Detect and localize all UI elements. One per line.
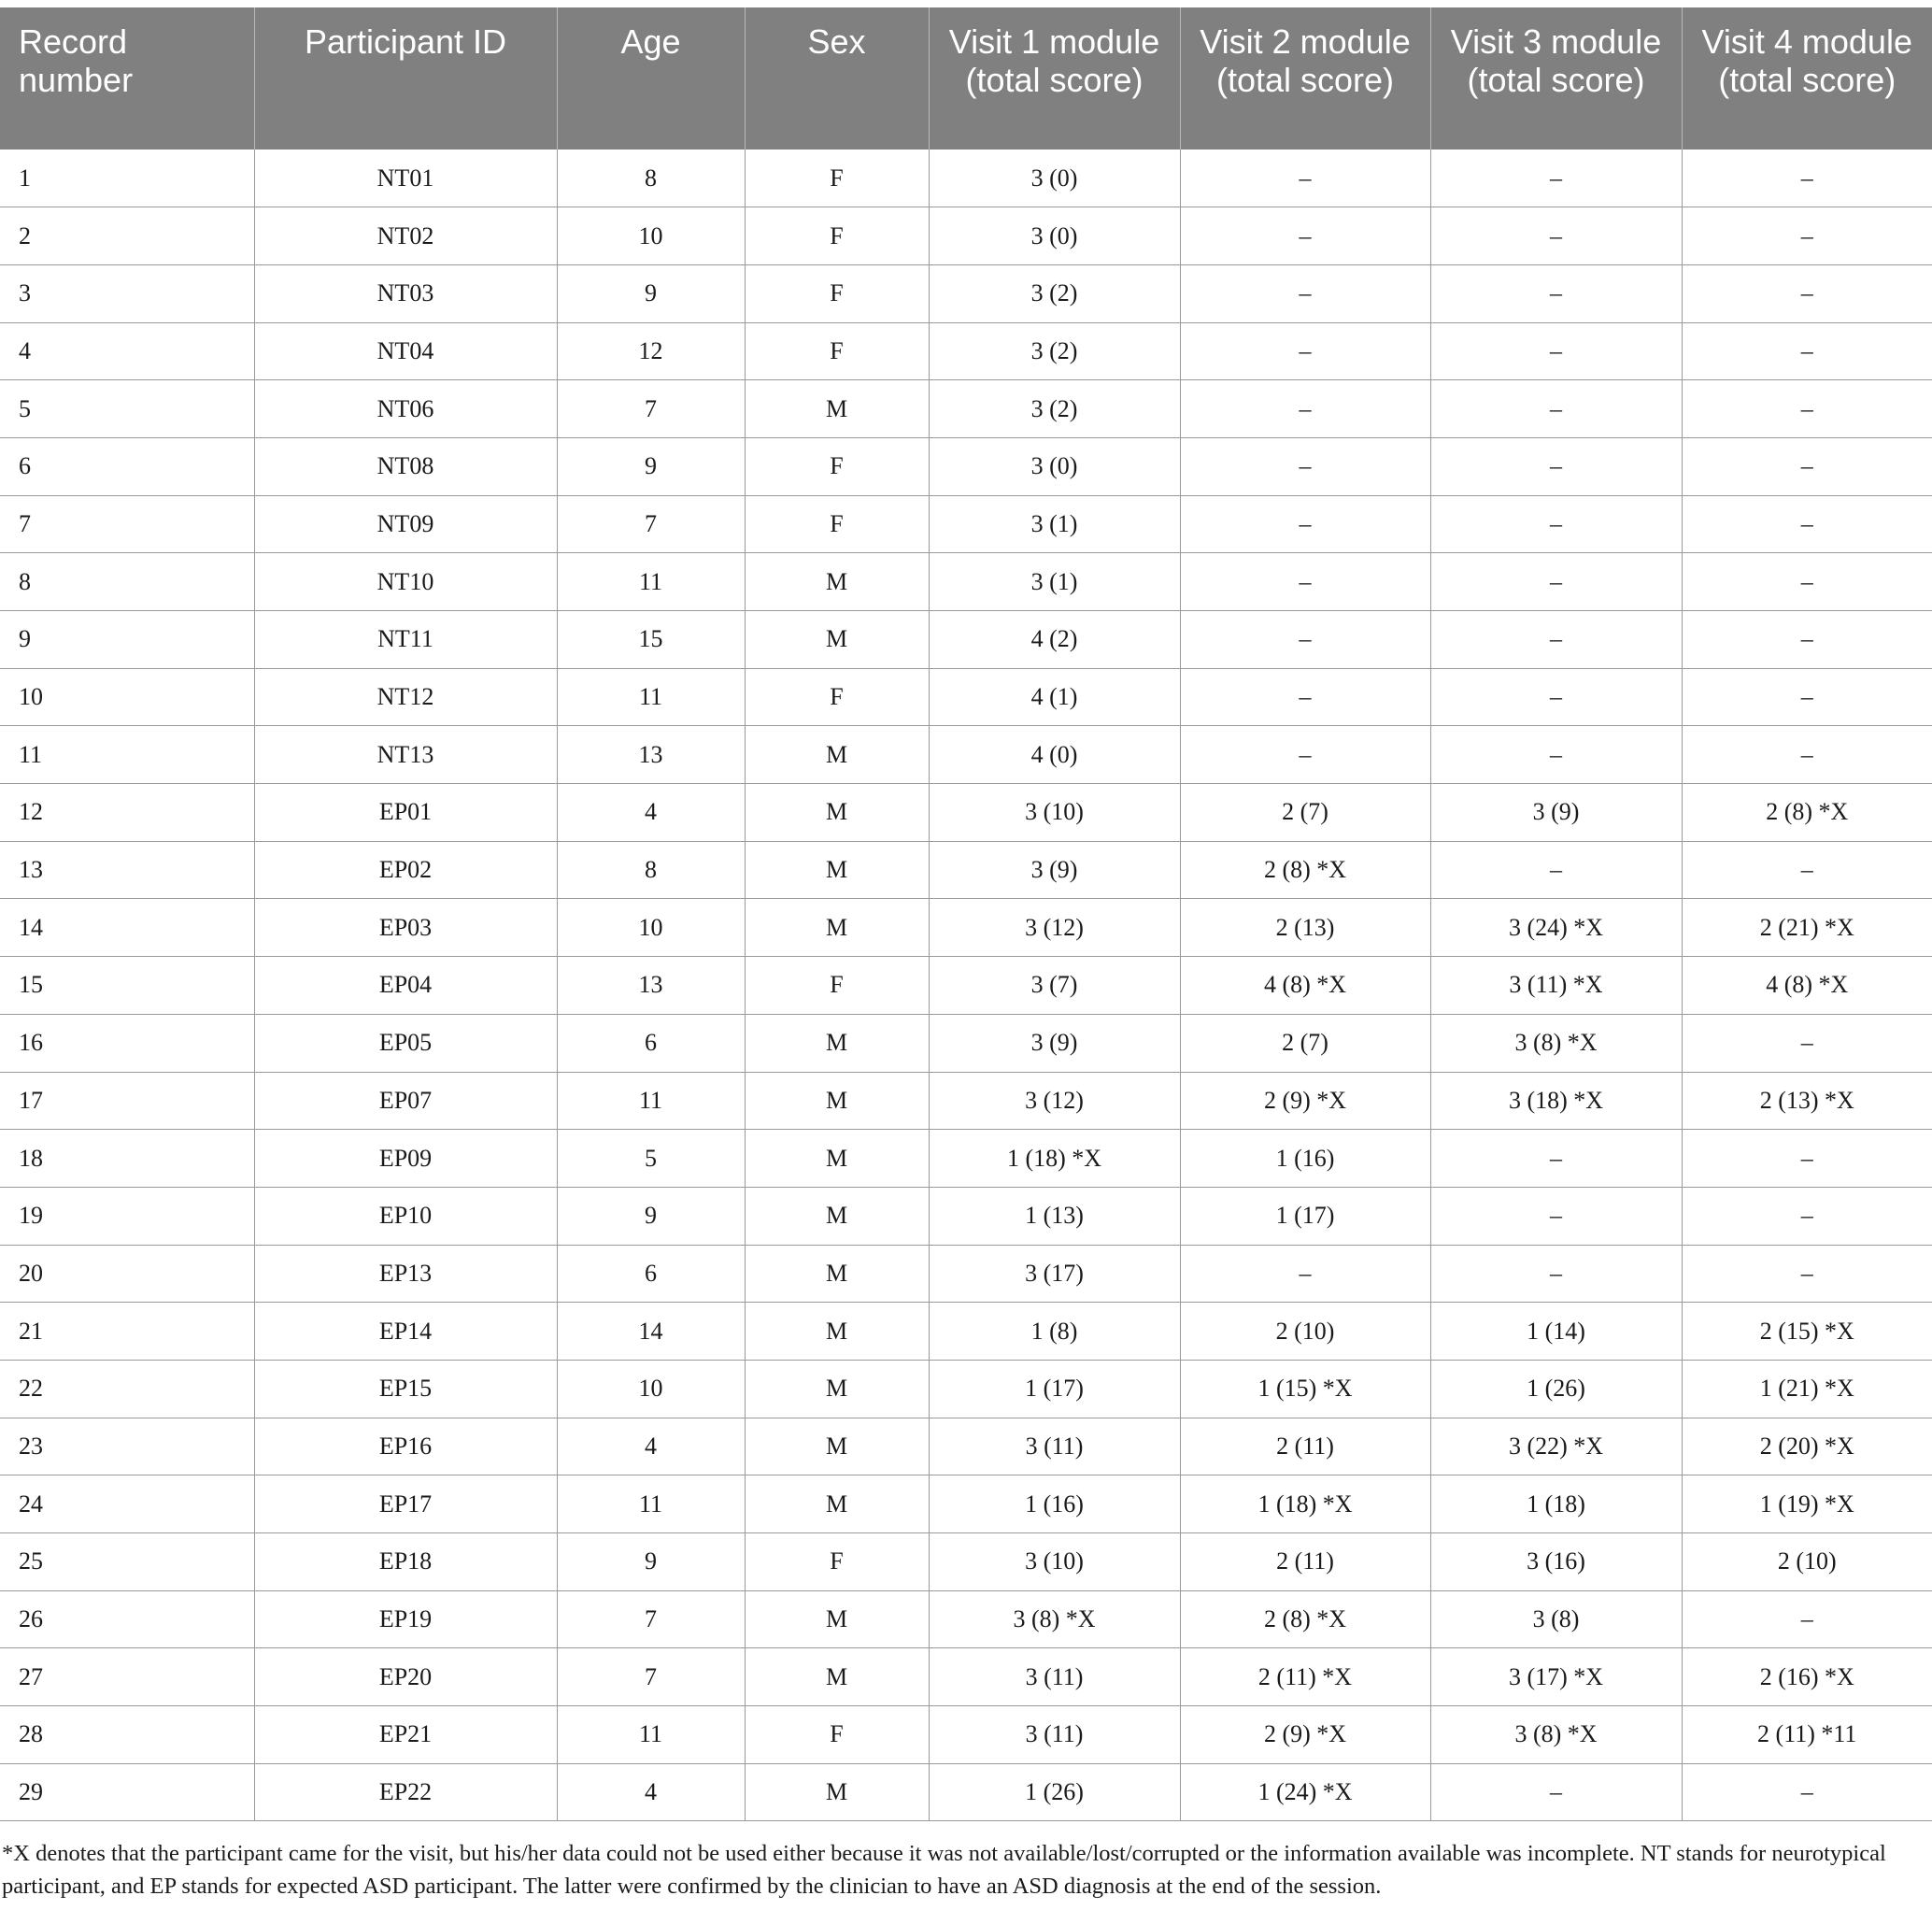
visit-4-cell: – [1682, 322, 1932, 380]
visit-3-cell: – [1430, 150, 1682, 207]
participant-id-cell: EP16 [254, 1418, 557, 1475]
age-cell: 6 [557, 1014, 745, 1072]
record-number-cell: 12 [0, 784, 254, 842]
record-number-cell: 2 [0, 207, 254, 265]
table-row [0, 1475, 1932, 1533]
participant-id-cell: EP09 [254, 1130, 557, 1188]
sex-cell: F [745, 1706, 929, 1764]
sex-cell: M [745, 726, 929, 784]
visit-1-cell: 3 (7) [929, 957, 1180, 1015]
sex-cell: M [745, 784, 929, 842]
participant-id-cell: EP21 [254, 1706, 557, 1764]
visit-4-cell: – [1682, 1590, 1932, 1648]
age-cell: 4 [557, 784, 745, 842]
table-row [0, 1590, 1932, 1648]
table-row [0, 668, 1932, 726]
participant-id-cell: NT12 [254, 668, 557, 726]
age-cell: 11 [557, 1706, 745, 1764]
table-row [0, 611, 1932, 669]
visit-4-cell: – [1682, 668, 1932, 726]
visit-3-cell: – [1430, 495, 1682, 553]
visit-2-cell: 2 (13) [1180, 899, 1430, 957]
sex-cell: M [745, 611, 929, 669]
visit-2-cell: – [1180, 611, 1430, 669]
table-row [0, 1130, 1932, 1188]
age-cell: 13 [557, 957, 745, 1015]
sex-cell: M [745, 1360, 929, 1418]
visit-4-cell: 2 (10) [1682, 1533, 1932, 1591]
visit-2-cell: 1 (17) [1180, 1187, 1430, 1245]
table-row [0, 1648, 1932, 1706]
record-number-cell: 24 [0, 1475, 254, 1533]
table-row [0, 1303, 1932, 1361]
participant-id-cell: NT06 [254, 380, 557, 438]
sex-cell: M [745, 1130, 929, 1188]
record-number-cell: 23 [0, 1418, 254, 1475]
sex-cell: F [745, 264, 929, 322]
age-cell: 11 [557, 1072, 745, 1130]
participant-id-cell: EP19 [254, 1590, 557, 1648]
visit-2-cell: – [1180, 726, 1430, 784]
visit-3-cell: 1 (26) [1430, 1360, 1682, 1418]
age-cell: 4 [557, 1763, 745, 1821]
table-row [0, 380, 1932, 438]
sex-cell: F [745, 957, 929, 1015]
visit-3-cell: 3 (16) [1430, 1533, 1682, 1591]
sex-cell: F [745, 437, 929, 495]
record-number-cell: 6 [0, 437, 254, 495]
table-row [0, 322, 1932, 380]
table-row [0, 1072, 1932, 1130]
participant-id-cell: EP04 [254, 957, 557, 1015]
record-number-cell: 29 [0, 1763, 254, 1821]
visit-3-cell: 3 (8) [1430, 1590, 1682, 1648]
participant-id-cell: EP01 [254, 784, 557, 842]
table-row [0, 150, 1932, 207]
record-number-cell: 5 [0, 380, 254, 438]
record-number-cell: 17 [0, 1072, 254, 1130]
participant-id-cell: NT09 [254, 495, 557, 553]
visit-2-cell: 2 (11) [1180, 1533, 1430, 1591]
visit-3-cell: 3 (17) *X [1430, 1648, 1682, 1706]
participant-id-cell: NT04 [254, 322, 557, 380]
visit-1-cell: 3 (10) [929, 1533, 1180, 1591]
visit-4-cell: 2 (20) *X [1682, 1418, 1932, 1475]
visit-1-cell: 1 (18) *X [929, 1130, 1180, 1188]
visit-4-cell: – [1682, 841, 1932, 899]
visit-4-cell: – [1682, 553, 1932, 611]
visit-1-cell: 3 (10) [929, 784, 1180, 842]
visit-2-cell: 2 (11) [1180, 1418, 1430, 1475]
sex-cell: M [745, 1303, 929, 1361]
sex-cell: M [745, 899, 929, 957]
participant-id-cell: NT01 [254, 150, 557, 207]
table-row [0, 1360, 1932, 1418]
visit-4-cell: 1 (21) *X [1682, 1360, 1932, 1418]
visit-1-cell: 3 (1) [929, 553, 1180, 611]
visit-1-cell: 3 (1) [929, 495, 1180, 553]
record-number-cell: 10 [0, 668, 254, 726]
age-cell: 9 [557, 437, 745, 495]
header-row [0, 7, 1932, 150]
age-cell: 11 [557, 553, 745, 611]
visit-2-cell: – [1180, 1245, 1430, 1303]
visit-3-cell: – [1430, 611, 1682, 669]
sex-cell: F [745, 207, 929, 265]
visit-1-cell: 3 (12) [929, 899, 1180, 957]
sex-cell: M [745, 841, 929, 899]
table-row [0, 207, 1932, 265]
visit-3-cell: – [1430, 380, 1682, 438]
table-row [0, 1763, 1932, 1821]
participant-id-cell: EP17 [254, 1475, 557, 1533]
sex-cell: M [745, 380, 929, 438]
participant-table [0, 7, 1932, 1821]
record-number-cell: 8 [0, 553, 254, 611]
sex-cell: M [745, 1648, 929, 1706]
sex-cell: M [745, 1014, 929, 1072]
visit-2-cell: – [1180, 553, 1430, 611]
participant-id-cell: EP02 [254, 841, 557, 899]
header-sex: Sex [745, 7, 929, 150]
header-visit-1: Visit 1 module (total score) [929, 7, 1180, 150]
visit-1-cell: 3 (2) [929, 322, 1180, 380]
visit-4-cell: – [1682, 611, 1932, 669]
visit-1-cell: 3 (9) [929, 1014, 1180, 1072]
age-cell: 9 [557, 1187, 745, 1245]
visit-2-cell: – [1180, 437, 1430, 495]
visit-2-cell: – [1180, 668, 1430, 726]
age-cell: 13 [557, 726, 745, 784]
age-cell: 11 [557, 1475, 745, 1533]
visit-4-cell: – [1682, 1187, 1932, 1245]
participant-id-cell: EP10 [254, 1187, 557, 1245]
participant-id-cell: NT13 [254, 726, 557, 784]
visit-2-cell: 1 (16) [1180, 1130, 1430, 1188]
visit-1-cell: 3 (11) [929, 1648, 1180, 1706]
table-row [0, 1187, 1932, 1245]
age-cell: 10 [557, 207, 745, 265]
visit-4-cell: 4 (8) *X [1682, 957, 1932, 1015]
table-row [0, 495, 1932, 553]
record-number-cell: 1 [0, 150, 254, 207]
record-number-cell: 21 [0, 1303, 254, 1361]
participant-id-cell: EP05 [254, 1014, 557, 1072]
visit-2-cell: 2 (10) [1180, 1303, 1430, 1361]
participant-id-cell: EP13 [254, 1245, 557, 1303]
age-cell: 6 [557, 1245, 745, 1303]
visit-3-cell: 1 (18) [1430, 1475, 1682, 1533]
age-cell: 9 [557, 264, 745, 322]
age-cell: 12 [557, 322, 745, 380]
visit-2-cell: 4 (8) *X [1180, 957, 1430, 1015]
visit-4-cell: – [1682, 1763, 1932, 1821]
visit-1-cell: 3 (12) [929, 1072, 1180, 1130]
sex-cell: M [745, 1418, 929, 1475]
visit-1-cell: 4 (0) [929, 726, 1180, 784]
record-number-cell: 7 [0, 495, 254, 553]
visit-4-cell: – [1682, 150, 1932, 207]
participant-id-cell: NT11 [254, 611, 557, 669]
table-row [0, 1418, 1932, 1475]
sex-cell: M [745, 1187, 929, 1245]
age-cell: 11 [557, 668, 745, 726]
visit-3-cell: 3 (22) *X [1430, 1418, 1682, 1475]
visit-2-cell: 2 (8) *X [1180, 841, 1430, 899]
visit-1-cell: 1 (17) [929, 1360, 1180, 1418]
age-cell: 15 [557, 611, 745, 669]
record-number-cell: 26 [0, 1590, 254, 1648]
visit-2-cell: 2 (7) [1180, 1014, 1430, 1072]
record-number-cell: 9 [0, 611, 254, 669]
visit-3-cell: – [1430, 207, 1682, 265]
visit-2-cell: 2 (8) *X [1180, 1590, 1430, 1648]
participant-id-cell: EP07 [254, 1072, 557, 1130]
participant-id-cell: EP20 [254, 1648, 557, 1706]
visit-4-cell: – [1682, 380, 1932, 438]
visit-1-cell: 3 (11) [929, 1418, 1180, 1475]
sex-cell: M [745, 1245, 929, 1303]
visit-3-cell: – [1430, 322, 1682, 380]
visit-4-cell: 2 (16) *X [1682, 1648, 1932, 1706]
visit-4-cell: 2 (11) *11 [1682, 1706, 1932, 1764]
header-record-number: Record number [0, 7, 254, 150]
visit-3-cell: – [1430, 668, 1682, 726]
sex-cell: F [745, 150, 929, 207]
visit-3-cell: – [1430, 1187, 1682, 1245]
visit-4-cell: 2 (8) *X [1682, 784, 1932, 842]
table-footnote: *X denotes that the participant came for the visit, but his/her data could not be used either because it was not available/lost/corrupted or the information available was incomplete. NT stands for neurotypical participant, and EP stands for expected ASD participant. The latter were confirmed by the clinician to have an ASD diagnosis at the end of the session. [2, 1841, 1886, 1899]
age-cell: 5 [557, 1130, 745, 1188]
table-row [0, 437, 1932, 495]
visit-4-cell: 1 (19) *X [1682, 1475, 1932, 1533]
table-row [0, 1245, 1932, 1303]
sex-cell: F [745, 495, 929, 553]
header-visit-4: Visit 4 module (total score) [1682, 7, 1932, 150]
sex-cell: F [745, 668, 929, 726]
visit-3-cell: 3 (11) *X [1430, 957, 1682, 1015]
visit-3-cell: – [1430, 726, 1682, 784]
table-row [0, 553, 1932, 611]
age-cell: 10 [557, 1360, 745, 1418]
participant-id-cell: EP22 [254, 1763, 557, 1821]
age-cell: 14 [557, 1303, 745, 1361]
visit-3-cell: – [1430, 264, 1682, 322]
record-number-cell: 19 [0, 1187, 254, 1245]
visit-1-cell: 4 (2) [929, 611, 1180, 669]
age-cell: 4 [557, 1418, 745, 1475]
visit-4-cell: 2 (15) *X [1682, 1303, 1932, 1361]
visit-4-cell: – [1682, 437, 1932, 495]
visit-4-cell: – [1682, 1245, 1932, 1303]
visit-4-cell: – [1682, 1130, 1932, 1188]
visit-1-cell: 4 (1) [929, 668, 1180, 726]
visit-1-cell: 3 (0) [929, 207, 1180, 265]
visit-2-cell: 2 (7) [1180, 784, 1430, 842]
sex-cell: M [745, 1072, 929, 1130]
participant-id-cell: NT08 [254, 437, 557, 495]
sex-cell: F [745, 322, 929, 380]
visit-2-cell: – [1180, 150, 1430, 207]
visit-1-cell: 1 (16) [929, 1475, 1180, 1533]
visit-1-cell: 3 (11) [929, 1706, 1180, 1764]
header-participant-id: Participant ID [254, 7, 557, 150]
visit-3-cell: 3 (8) *X [1430, 1706, 1682, 1764]
record-number-cell: 4 [0, 322, 254, 380]
sex-cell: M [745, 553, 929, 611]
visit-3-cell: 3 (24) *X [1430, 899, 1682, 957]
age-cell: 9 [557, 1533, 745, 1591]
table-body [0, 150, 1932, 1821]
sex-cell: F [745, 1533, 929, 1591]
age-cell: 7 [557, 1648, 745, 1706]
visit-1-cell: 3 (2) [929, 264, 1180, 322]
visit-3-cell: – [1430, 841, 1682, 899]
visit-2-cell: – [1180, 207, 1430, 265]
visit-1-cell: 1 (26) [929, 1763, 1180, 1821]
visit-2-cell: – [1180, 495, 1430, 553]
record-number-cell: 14 [0, 899, 254, 957]
visit-1-cell: 3 (0) [929, 437, 1180, 495]
visit-3-cell: – [1430, 437, 1682, 495]
visit-1-cell: 3 (2) [929, 380, 1180, 438]
participant-id-cell: NT02 [254, 207, 557, 265]
visit-2-cell: 1 (15) *X [1180, 1360, 1430, 1418]
visit-4-cell: 2 (21) *X [1682, 899, 1932, 957]
visit-1-cell: 1 (8) [929, 1303, 1180, 1361]
visit-1-cell: 3 (8) *X [929, 1590, 1180, 1648]
visit-1-cell: 3 (0) [929, 150, 1180, 207]
visit-4-cell: – [1682, 264, 1932, 322]
visit-2-cell: 1 (18) *X [1180, 1475, 1430, 1533]
table-row [0, 957, 1932, 1015]
participant-id-cell: EP03 [254, 899, 557, 957]
participant-id-cell: NT03 [254, 264, 557, 322]
age-cell: 7 [557, 1590, 745, 1648]
visit-3-cell: 3 (18) *X [1430, 1072, 1682, 1130]
participant-id-cell: EP18 [254, 1533, 557, 1591]
record-number-cell: 22 [0, 1360, 254, 1418]
visit-2-cell: 1 (24) *X [1180, 1763, 1430, 1821]
sex-cell: M [745, 1590, 929, 1648]
visit-4-cell: – [1682, 1014, 1932, 1072]
table-header [0, 7, 1932, 150]
header-age: Age [557, 7, 745, 150]
table-row [0, 1706, 1932, 1764]
visit-2-cell: – [1180, 380, 1430, 438]
record-number-cell: 11 [0, 726, 254, 784]
sex-cell: M [745, 1763, 929, 1821]
record-number-cell: 18 [0, 1130, 254, 1188]
visit-3-cell: – [1430, 553, 1682, 611]
age-cell: 8 [557, 150, 745, 207]
record-number-cell: 3 [0, 264, 254, 322]
record-number-cell: 27 [0, 1648, 254, 1706]
visit-1-cell: 1 (13) [929, 1187, 1180, 1245]
table-row [0, 841, 1932, 899]
visit-2-cell: 2 (9) *X [1180, 1706, 1430, 1764]
visit-2-cell: 2 (9) *X [1180, 1072, 1430, 1130]
record-number-cell: 28 [0, 1706, 254, 1764]
visit-3-cell: 1 (14) [1430, 1303, 1682, 1361]
visit-2-cell: – [1180, 264, 1430, 322]
table-row [0, 1014, 1932, 1072]
visit-4-cell: – [1682, 495, 1932, 553]
participant-id-cell: EP15 [254, 1360, 557, 1418]
table-row [0, 784, 1932, 842]
visit-3-cell: – [1430, 1763, 1682, 1821]
age-cell: 7 [557, 495, 745, 553]
visit-4-cell: – [1682, 726, 1932, 784]
visit-3-cell: – [1430, 1245, 1682, 1303]
visit-3-cell: 3 (9) [1430, 784, 1682, 842]
header-visit-2: Visit 2 module (total score) [1180, 7, 1430, 150]
record-number-cell: 16 [0, 1014, 254, 1072]
visit-4-cell: – [1682, 207, 1932, 265]
record-number-cell: 13 [0, 841, 254, 899]
visit-2-cell: 2 (11) *X [1180, 1648, 1430, 1706]
age-cell: 7 [557, 380, 745, 438]
table-row [0, 264, 1932, 322]
participant-id-cell: EP14 [254, 1303, 557, 1361]
table-row [0, 899, 1932, 957]
table-row [0, 1533, 1932, 1591]
visit-1-cell: 3 (17) [929, 1245, 1180, 1303]
record-number-cell: 15 [0, 957, 254, 1015]
header-visit-3: Visit 3 module (total score) [1430, 7, 1682, 150]
visit-2-cell: – [1180, 322, 1430, 380]
visit-3-cell: – [1430, 1130, 1682, 1188]
age-cell: 8 [557, 841, 745, 899]
record-number-cell: 25 [0, 1533, 254, 1591]
visit-4-cell: 2 (13) *X [1682, 1072, 1932, 1130]
visit-1-cell: 3 (9) [929, 841, 1180, 899]
age-cell: 10 [557, 899, 745, 957]
participant-id-cell: NT10 [254, 553, 557, 611]
visit-3-cell: 3 (8) *X [1430, 1014, 1682, 1072]
record-number-cell: 20 [0, 1245, 254, 1303]
sex-cell: M [745, 1475, 929, 1533]
table-row [0, 726, 1932, 784]
